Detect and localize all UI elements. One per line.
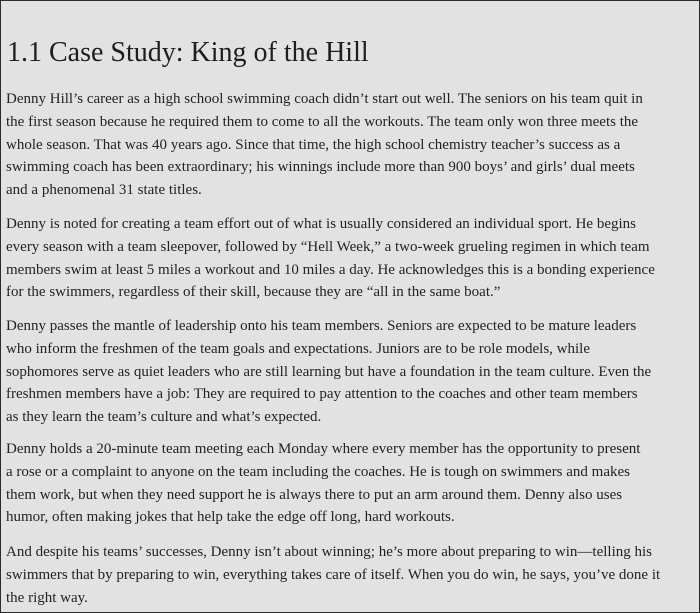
paragraph-line: Denny holds a 20-minute team meeting each Monday where every member has the opportunity to present (6, 441, 641, 457)
paragraph-line: every season with a team sleepover, followed by “Hell Week,” a two-week grueling regimen in which team (6, 238, 650, 255)
paragraph-line: whole season. That was 40 years ago. Since that time, the high school chemistry teacher’s success as a (6, 136, 621, 153)
paragraph-line: for the swimmers, regardless of their skill, because they are “all in the same boat.” (6, 284, 501, 301)
paragraph-line: who inform the freshmen of the team goals and expectations. Juniors are to be role models, while (6, 340, 591, 357)
paragraph-line: as they learn the team’s culture and what’s expected. (6, 409, 322, 426)
paragraph-line: the right way. (6, 589, 88, 606)
paragraph-line: a rose or a complaint to anyone on the team including the coaches. He is tough on swimmers and makes (6, 463, 631, 480)
page-title: 1.1 Case Study: King of the Hill (7, 37, 369, 68)
paragraph-1 (6, 88, 696, 202)
paragraph-line: and a phenomenal 31 state titles. (6, 182, 202, 199)
paragraph-2 (6, 213, 696, 304)
paragraph-line: humor, often making jokes that help take the edge off long, hard workouts. (6, 509, 455, 526)
paragraph-line: Denny Hill’s career as a high school swimming coach didn’t start out well. The seniors on his team quit in (6, 91, 643, 107)
paragraph-line: the first season because he required them to come to all the workouts. The team only won three meets the (6, 113, 639, 130)
paragraph-4 (6, 438, 696, 529)
paragraph-line: Denny passes the mantle of leadership onto his team members. Seniors are expected to be mature leaders (6, 318, 637, 334)
paragraph-line: swimming coach has been extraordinary; his winnings include more than 900 boys’ and girls’ dual meets (6, 159, 635, 176)
paragraph-3 (6, 315, 696, 429)
paragraph-line: sophomores serve as quiet leaders who are still learning but have a foundation in the team culture. Even the (6, 363, 652, 380)
paragraph-5 (6, 541, 696, 609)
paragraph-line: them work, but when they need support he is always there to put an arm around them. Denny also uses (6, 486, 623, 503)
paragraph-line: members swim at least 5 miles a workout and 10 miles a day. He acknowledges this is a bonding experience (6, 261, 655, 278)
paragraph-line: And despite his teams’ successes, Denny isn’t about winning; he’s more about preparing to win—telling his (6, 544, 653, 560)
paragraph-line: Denny is noted for creating a team effort out of what is usually considered an individual sport. He begins (6, 216, 636, 232)
paragraph-line: freshmen members have a job: They are required to pay attention to the coaches and other team members (6, 386, 638, 403)
paragraph-line: swimmers that by preparing to win, everything takes care of itself. When you do win, he says, you’ve done it (6, 566, 661, 583)
